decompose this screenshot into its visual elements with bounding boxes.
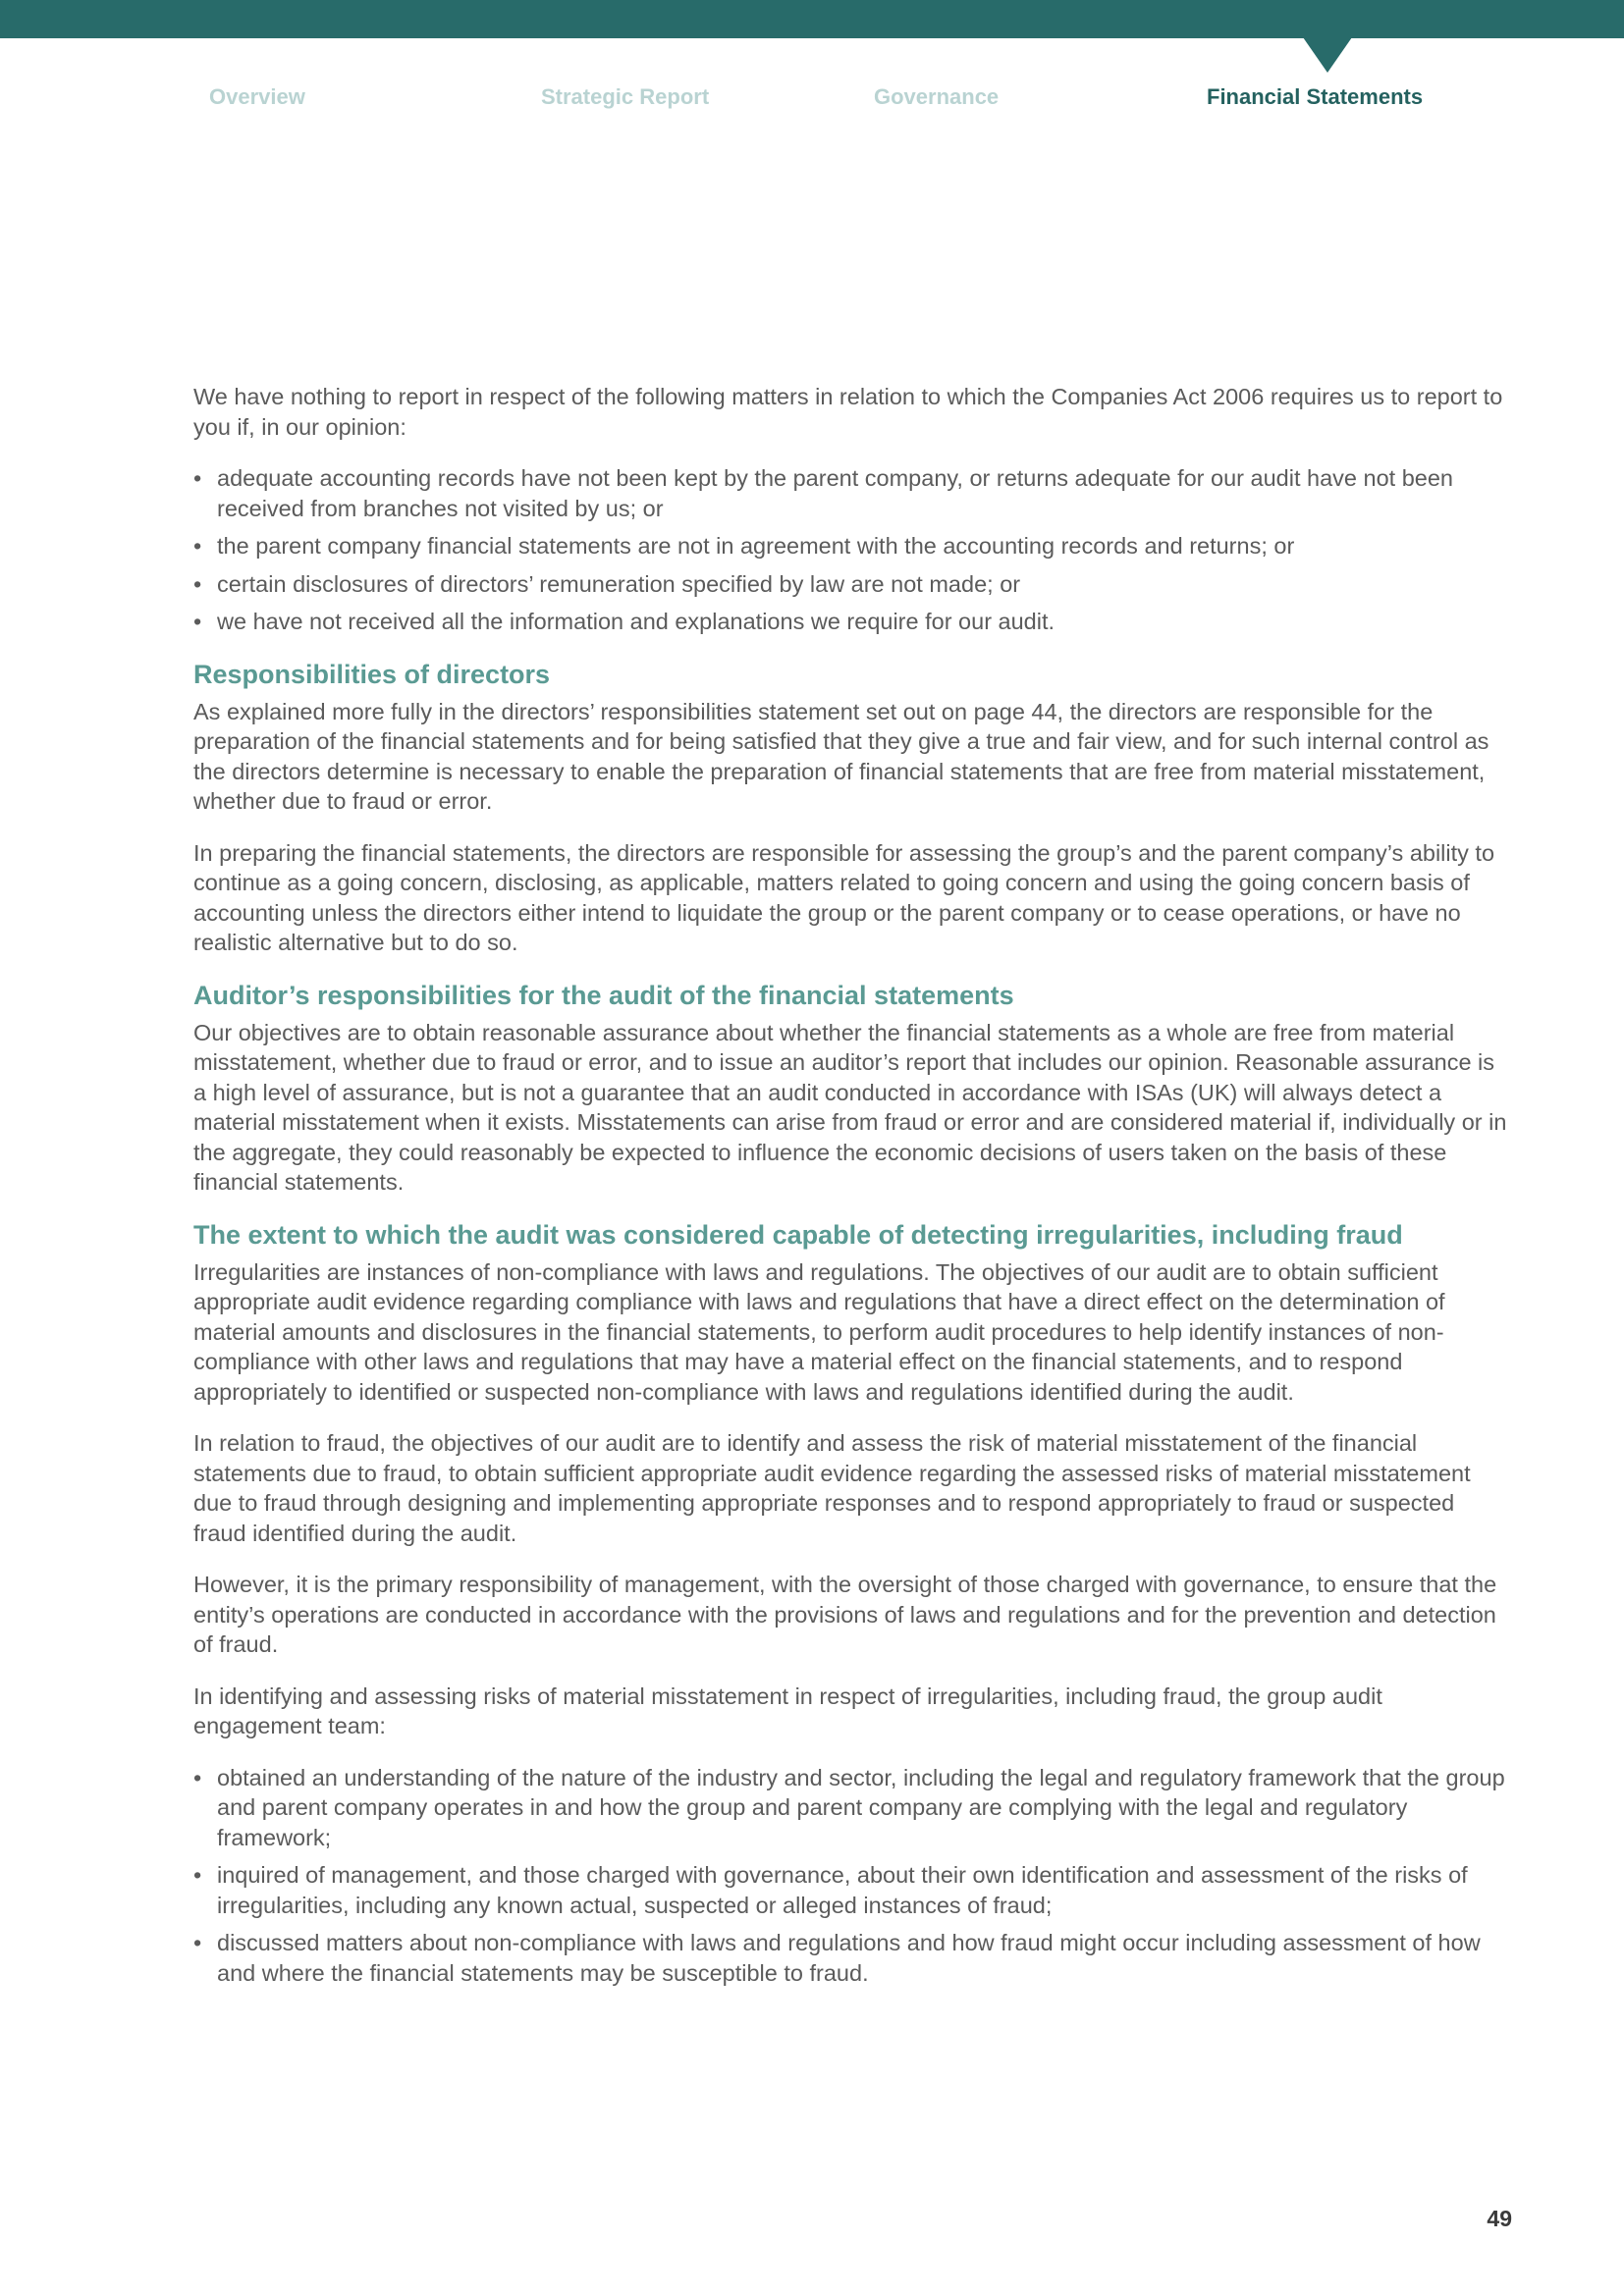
list-item: • adequate accounting records have not been kept by the parent company, or returns adequate for our audit have not been received from branches not visited by us; or [193, 463, 1509, 523]
nav-item-governance[interactable]: Governance [874, 84, 1000, 109]
irregularities-bullet-list [193, 1763, 1509, 1989]
intro-bullet-list [193, 463, 1509, 637]
nav-item-strategic-report[interactable]: Strategic Report [541, 84, 710, 109]
auditor-paragraph: Our objectives are to obtain reasonable assurance about whether the financial statements as a whole are free from material misstatement, whether due to fraud or error, and to issue an auditor’s report that includes our opinion. Reasonable assurance is a high level of assurance, but is not a guarantee that an audit conducted in accordance with ISAs (UK) will always detect a material misstatement when it exists. Misstatements can arise from fraud or error and are considered material if, individually or in the aggregate, they could reasonably be expected to influence the economic decisions of users taken on the basis of these financial statements. [193, 1019, 1507, 1195]
irregularities-heading: The extent to which the audit was considered capable of detecting irregularities, including fraud [193, 1219, 1403, 1250]
list-item: • the parent company financial statements are not in agreement with the accounting records and returns; or [193, 531, 1509, 561]
list-item: • obtained an understanding of the nature of the industry and sector, including the legal and regulatory framework that the group and parent company operates in and how the group and parent company are complying with the legal and regulatory framework; [193, 1763, 1509, 1853]
intro-paragraph: We have nothing to report in respect of the following matters in relation to which the Companies Act 2006 requires us to report to you if, in our opinion: [193, 384, 1503, 440]
list-item: • discussed matters about non-compliance with laws and regulations and how fraud might occur including assessment of how and where the financial statements may be susceptible to fraud. [193, 1928, 1509, 1988]
active-section-pointer [1303, 37, 1352, 73]
irregularities-paragraph: Irregularities are instances of non-compliance with laws and regulations. The objectives of our audit are to obtain sufficient appropriate audit evidence regarding compliance with laws and regulations that have a direct effect on the determination of material amounts and disclosures in the financial statements, to perform audit procedures to help identify instances of non-compliance with other laws and regulations that may have a material effect on the financial statements, and to respond appropriately to identified or suspected non-compliance with laws and regulations identified during the audit. [193, 1258, 1445, 1405]
page-number: 49 [1487, 2206, 1512, 2231]
irregularities-paragraph: In identifying and assessing risks of material misstatement in respect of irregularities, including fraud, the group audit engagement team: [193, 1682, 1382, 1738]
top-brand-bar [0, 0, 1624, 38]
list-item: • certain disclosures of directors’ remuneration specified by law are not made; or [193, 569, 1509, 600]
irregularities-paragraph: However, it is the primary responsibility of management, with the oversight of those charged with governance, to ensure that the entity’s operations are conducted in accordance with the provisions of laws and regulations and for the prevention and detection of fraud. [193, 1572, 1497, 1657]
nav-item-overview[interactable]: Overview [209, 84, 305, 109]
nav-item-financial-statements[interactable]: Financial Statements [1207, 84, 1424, 109]
directors-paragraph: In preparing the financial statements, the directors are responsible for assessing the group’s and the parent company’s ability to continue as a going concern, disclosing, as applicable, matters related to going concern and using the going concern basis of accounting unless the directors either intend to liquidate the group or the parent company or to cease operations, or have no realistic alternative but to do so. [193, 839, 1495, 955]
report-body [193, 382, 1509, 2009]
directors-heading: Responsibilities of directors [193, 659, 551, 689]
section-nav [0, 84, 1624, 114]
list-item: • inquired of management, and those charged with governance, about their own identification and assessment of the risks of irregularities, including any known actual, suspected or alleged instances of fraud; [193, 1860, 1509, 1920]
irregularities-paragraph: In relation to fraud, the objectives of our audit are to identify and assess the risk of material misstatement of the financial statements due to fraud, to obtain sufficient appropriate audit evidence regarding the assessed risks of material misstatement due to fraud through designing and implementing appropriate responses and to respond appropriately to fraud or suspected fraud identified during the audit. [193, 1430, 1471, 1546]
directors-paragraph: As explained more fully in the directors’ responsibilities statement set out on page 44, the directors are responsible for the preparation of the financial statements and for being satisfied that they give a true and fair view, and for such internal control as the directors determine is necessary to enable the preparation of financial statements that are free from material misstatement, whether due to fraud or error. [193, 698, 1489, 814]
list-item: • we have not received all the information and explanations we require for our audit. [193, 607, 1509, 637]
auditor-heading: Auditor’s responsibilities for the audit of the financial statements [193, 980, 1014, 1010]
